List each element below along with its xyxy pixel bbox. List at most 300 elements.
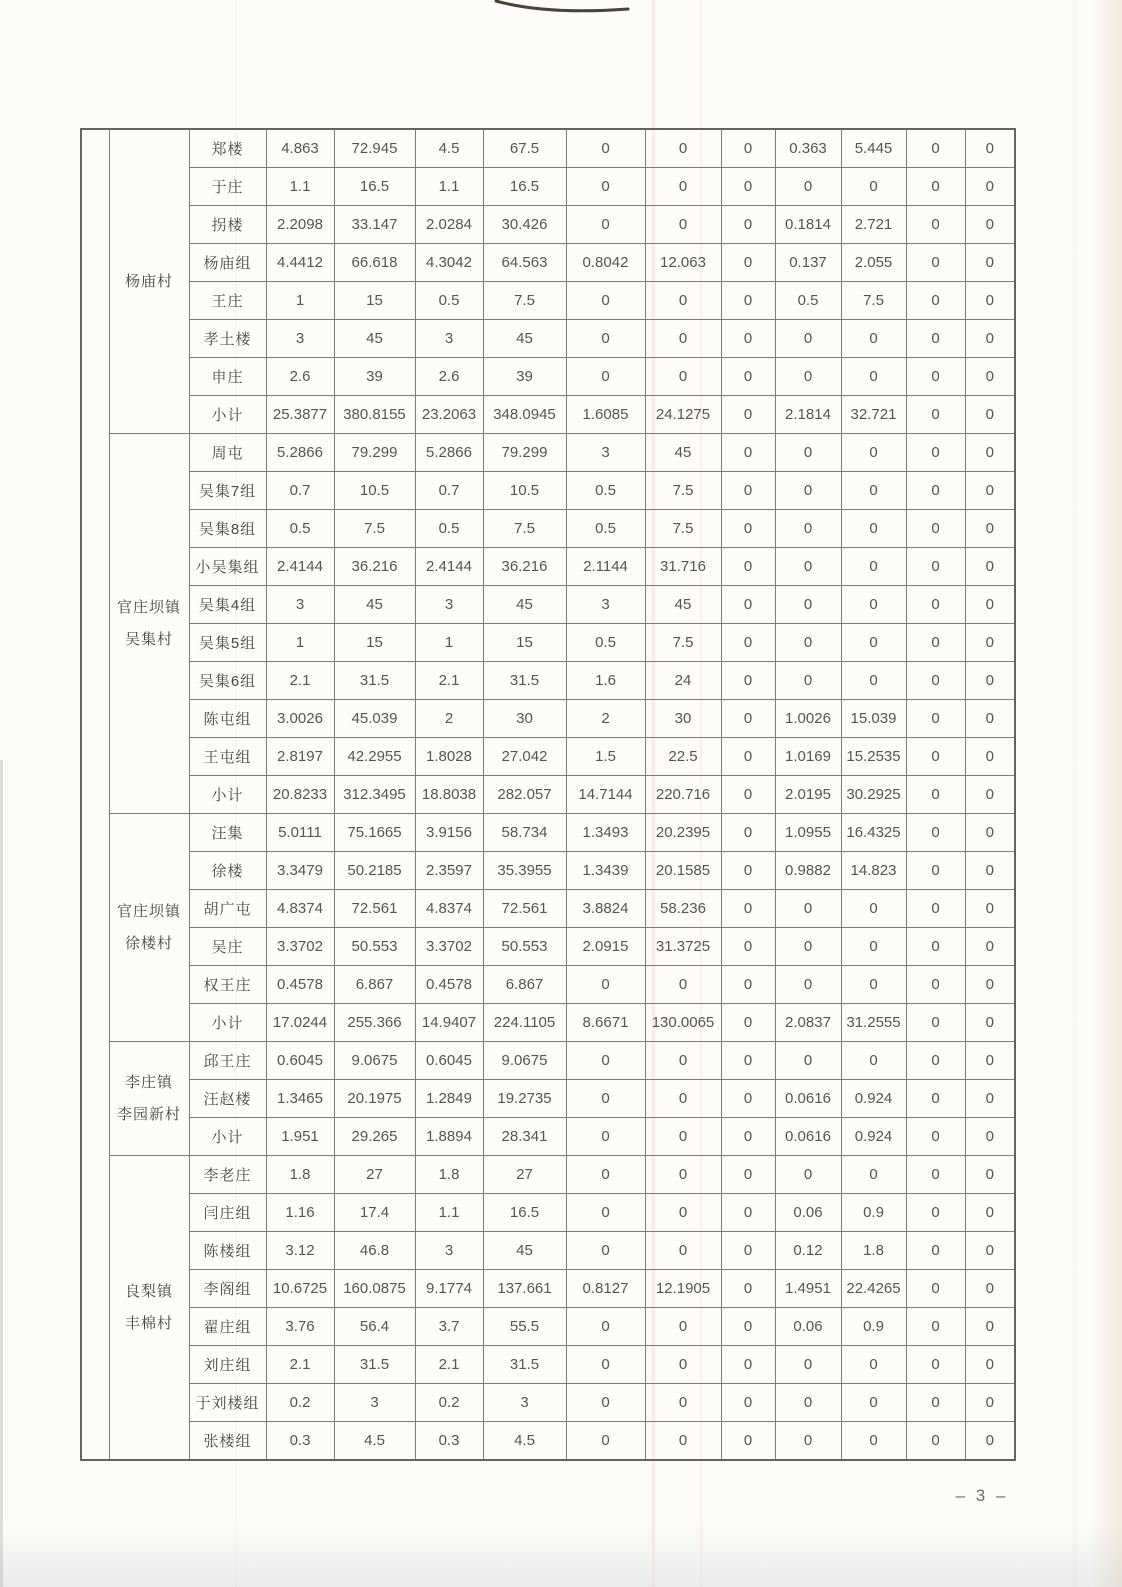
group-name-cell: 李阁组: [189, 1270, 266, 1308]
table-row: [81, 206, 1015, 244]
value-cell: 0: [566, 206, 645, 244]
value-cell: 16.4325: [841, 814, 906, 852]
table-row: [81, 966, 1015, 1004]
value-cell: 10.6725: [266, 1270, 334, 1308]
value-cell: 1.6: [566, 662, 645, 700]
value-cell: 0: [775, 434, 841, 472]
value-cell: 4.3042: [415, 244, 483, 282]
table-row: [81, 1346, 1015, 1384]
value-cell: 0: [965, 244, 1015, 282]
value-cell: 0.3: [415, 1422, 483, 1461]
value-cell: 5.2866: [415, 434, 483, 472]
value-cell: 0: [841, 168, 906, 206]
value-cell: 3.76: [266, 1308, 334, 1346]
value-cell: 72.561: [334, 890, 415, 928]
value-cell: 0.5: [415, 510, 483, 548]
value-cell: 2.1814: [775, 396, 841, 434]
value-cell: 45: [483, 586, 566, 624]
value-cell: 0: [721, 738, 775, 776]
value-cell: 75.1665: [334, 814, 415, 852]
value-cell: 0.2: [266, 1384, 334, 1422]
value-cell: 0.8127: [566, 1270, 645, 1308]
table-row: [81, 1422, 1015, 1461]
value-cell: 58.734: [483, 814, 566, 852]
value-cell: 0.2: [415, 1384, 483, 1422]
value-cell: 0.4578: [266, 966, 334, 1004]
value-cell: 0: [775, 1346, 841, 1384]
group-name-cell: 小吴集组: [189, 548, 266, 586]
value-cell: 0: [906, 434, 965, 472]
value-cell: 20.1975: [334, 1080, 415, 1118]
table-row: [81, 738, 1015, 776]
value-cell: 0: [645, 282, 721, 320]
value-cell: 380.8155: [334, 396, 415, 434]
group-name-cell: 李老庄: [189, 1156, 266, 1194]
value-cell: 24.1275: [645, 396, 721, 434]
value-cell: 0: [645, 1042, 721, 1080]
value-cell: 0: [645, 1156, 721, 1194]
value-cell: 0.363: [775, 129, 841, 168]
group-name-cell: 权王庄: [189, 966, 266, 1004]
value-cell: 42.2955: [334, 738, 415, 776]
value-cell: 2.0284: [415, 206, 483, 244]
value-cell: 0: [906, 738, 965, 776]
value-cell: 0.5: [566, 510, 645, 548]
value-cell: 14.9407: [415, 1004, 483, 1042]
group-name-cell: 陈屯组: [189, 700, 266, 738]
value-cell: 2.4144: [415, 548, 483, 586]
value-cell: 0: [775, 890, 841, 928]
value-cell: 3: [415, 586, 483, 624]
table-row: [81, 434, 1015, 472]
value-cell: 0: [906, 129, 965, 168]
value-cell: 15.2535: [841, 738, 906, 776]
value-cell: 19.2735: [483, 1080, 566, 1118]
value-cell: 30.2925: [841, 776, 906, 814]
value-cell: 1: [415, 624, 483, 662]
value-cell: 0: [965, 206, 1015, 244]
value-cell: 5.2866: [266, 434, 334, 472]
value-cell: 0: [645, 1422, 721, 1461]
value-cell: 17.0244: [266, 1004, 334, 1042]
town-village-label: 吴集村: [124, 630, 173, 648]
value-cell: 0: [566, 282, 645, 320]
value-cell: 130.0065: [645, 1004, 721, 1042]
value-cell: 0: [566, 1156, 645, 1194]
value-cell: 0: [906, 282, 965, 320]
value-cell: 0: [566, 1118, 645, 1156]
value-cell: 0: [906, 814, 965, 852]
land-statistics-table: [80, 128, 1016, 1461]
value-cell: 0: [906, 1080, 965, 1118]
value-cell: 160.0875: [334, 1270, 415, 1308]
value-cell: 15: [483, 624, 566, 662]
value-cell: 1.5: [566, 738, 645, 776]
value-cell: 4.5: [415, 129, 483, 168]
value-cell: 0: [566, 1384, 645, 1422]
value-cell: 2.721: [841, 206, 906, 244]
value-cell: 0: [721, 1118, 775, 1156]
value-cell: 0: [841, 890, 906, 928]
group-name-cell: 汪集: [189, 814, 266, 852]
value-cell: 0: [965, 1194, 1015, 1232]
value-cell: 0.6045: [415, 1042, 483, 1080]
value-cell: 0: [645, 1194, 721, 1232]
value-cell: 0: [721, 320, 775, 358]
value-cell: 0: [566, 168, 645, 206]
group-name-cell: 刘庄组: [189, 1346, 266, 1384]
value-cell: 0: [965, 1422, 1015, 1461]
group-name-cell: 汪赵楼: [189, 1080, 266, 1118]
value-cell: 0: [721, 1080, 775, 1118]
value-cell: 2.6: [266, 358, 334, 396]
value-cell: 1.8028: [415, 738, 483, 776]
value-cell: 31.5: [334, 1346, 415, 1384]
value-cell: 45: [645, 434, 721, 472]
table-row: [81, 700, 1015, 738]
value-cell: 0: [775, 1042, 841, 1080]
value-cell: 2.0195: [775, 776, 841, 814]
value-cell: 0: [906, 1004, 965, 1042]
value-cell: 1.1: [415, 168, 483, 206]
table-row: [81, 1118, 1015, 1156]
value-cell: 0: [965, 320, 1015, 358]
value-cell: 1.8: [415, 1156, 483, 1194]
value-cell: 0: [906, 890, 965, 928]
value-cell: 67.5: [483, 129, 566, 168]
table-row: [81, 928, 1015, 966]
table-row: [81, 1080, 1015, 1118]
value-cell: 0: [841, 1042, 906, 1080]
value-cell: 0: [965, 738, 1015, 776]
value-cell: 1: [266, 282, 334, 320]
value-cell: 27: [483, 1156, 566, 1194]
value-cell: 1.8: [266, 1156, 334, 1194]
town-village-cell: [109, 129, 189, 434]
group-name-cell: 张楼组: [189, 1422, 266, 1461]
value-cell: 3: [334, 1384, 415, 1422]
value-cell: 0: [645, 320, 721, 358]
value-cell: 137.661: [483, 1270, 566, 1308]
value-cell: 0: [645, 129, 721, 168]
value-cell: 8.6671: [566, 1004, 645, 1042]
table-row: [81, 1270, 1015, 1308]
value-cell: 0: [965, 966, 1015, 1004]
value-cell: 0.137: [775, 244, 841, 282]
group-name-cell: 吴集6组: [189, 662, 266, 700]
value-cell: 3: [415, 320, 483, 358]
value-cell: 72.945: [334, 129, 415, 168]
table-row: [81, 890, 1015, 928]
value-cell: 0: [965, 928, 1015, 966]
value-cell: 33.147: [334, 206, 415, 244]
value-cell: 45: [645, 586, 721, 624]
value-cell: 0: [965, 1080, 1015, 1118]
town-village-cell: [109, 814, 189, 1042]
value-cell: 36.216: [483, 548, 566, 586]
value-cell: 2.1144: [566, 548, 645, 586]
value-cell: 4.8374: [415, 890, 483, 928]
value-cell: 220.716: [645, 776, 721, 814]
value-cell: 64.563: [483, 244, 566, 282]
value-cell: 0: [775, 548, 841, 586]
value-cell: 1.3493: [566, 814, 645, 852]
value-cell: 0: [841, 1156, 906, 1194]
table-row: [81, 852, 1015, 890]
value-cell: 0: [906, 966, 965, 1004]
value-cell: 0: [906, 320, 965, 358]
town-village-label: 官庄坝镇: [116, 598, 181, 616]
value-cell: 4.8374: [266, 890, 334, 928]
group-name-cell: 拐楼: [189, 206, 266, 244]
value-cell: 0: [965, 472, 1015, 510]
value-cell: 0: [721, 472, 775, 510]
value-cell: 0.5: [566, 472, 645, 510]
value-cell: 30.426: [483, 206, 566, 244]
value-cell: 0: [566, 358, 645, 396]
value-cell: 0: [645, 1384, 721, 1422]
table-row: [81, 662, 1015, 700]
value-cell: 27: [334, 1156, 415, 1194]
value-cell: 0: [721, 700, 775, 738]
value-cell: 0: [906, 548, 965, 586]
value-cell: 79.299: [483, 434, 566, 472]
value-cell: 0: [965, 358, 1015, 396]
value-cell: 0: [965, 1308, 1015, 1346]
value-cell: 45.039: [334, 700, 415, 738]
value-cell: 1.951: [266, 1118, 334, 1156]
value-cell: 0: [721, 814, 775, 852]
value-cell: 0.0616: [775, 1080, 841, 1118]
group-name-cell: 王庄: [189, 282, 266, 320]
value-cell: 30: [483, 700, 566, 738]
value-cell: 32.721: [841, 396, 906, 434]
value-cell: 0: [965, 282, 1015, 320]
value-cell: 0: [965, 434, 1015, 472]
value-cell: 0: [721, 776, 775, 814]
value-cell: 0.4578: [415, 966, 483, 1004]
value-cell: 0: [965, 776, 1015, 814]
table-row: [81, 1156, 1015, 1194]
value-cell: 31.3725: [645, 928, 721, 966]
value-cell: 55.5: [483, 1308, 566, 1346]
value-cell: 0: [965, 1042, 1015, 1080]
table-row: [81, 282, 1015, 320]
value-cell: 0: [721, 282, 775, 320]
value-cell: 0: [721, 510, 775, 548]
value-cell: 2.1: [266, 1346, 334, 1384]
value-cell: 0: [775, 168, 841, 206]
value-cell: 0: [721, 1194, 775, 1232]
value-cell: 0: [775, 624, 841, 662]
value-cell: 1.0955: [775, 814, 841, 852]
paper-left-edge: [0, 760, 3, 1587]
value-cell: 12.063: [645, 244, 721, 282]
value-cell: 0: [721, 1004, 775, 1042]
value-cell: 3: [483, 1384, 566, 1422]
value-cell: 0: [906, 776, 965, 814]
group-name-cell: 陈楼组: [189, 1232, 266, 1270]
group-name-cell: 吴庄: [189, 928, 266, 966]
value-cell: 2.0915: [566, 928, 645, 966]
value-cell: 39: [334, 358, 415, 396]
value-cell: 0: [965, 1346, 1015, 1384]
value-cell: 3.12: [266, 1232, 334, 1270]
value-cell: 0: [965, 586, 1015, 624]
value-cell: 0: [721, 1042, 775, 1080]
value-cell: 0: [645, 1118, 721, 1156]
value-cell: 1.3465: [266, 1080, 334, 1118]
value-cell: 2.1: [415, 662, 483, 700]
value-cell: 0: [906, 1118, 965, 1156]
value-cell: 39: [483, 358, 566, 396]
value-cell: 0: [965, 890, 1015, 928]
value-cell: 0: [906, 928, 965, 966]
town-village-label: 李园新村: [116, 1105, 181, 1123]
value-cell: 45: [483, 320, 566, 358]
town-village-cell: [109, 434, 189, 814]
value-cell: 0: [906, 852, 965, 890]
page-number: – 3 –: [955, 1486, 1009, 1505]
group-name-cell: 胡广屯: [189, 890, 266, 928]
value-cell: 0: [775, 320, 841, 358]
value-cell: 0: [965, 1156, 1015, 1194]
value-cell: 0: [775, 1156, 841, 1194]
value-cell: 50.553: [334, 928, 415, 966]
value-cell: 0: [566, 1346, 645, 1384]
value-cell: 0.7: [266, 472, 334, 510]
value-cell: 0: [566, 320, 645, 358]
table-row: [81, 814, 1015, 852]
value-cell: 27.042: [483, 738, 566, 776]
value-cell: 2: [566, 700, 645, 738]
table-row: [81, 1042, 1015, 1080]
table-row: [81, 1004, 1015, 1042]
value-cell: 0: [965, 852, 1015, 890]
value-cell: 0: [721, 1156, 775, 1194]
value-cell: 3: [566, 586, 645, 624]
value-cell: 4.5: [334, 1422, 415, 1461]
value-cell: 3: [266, 586, 334, 624]
value-cell: 24: [645, 662, 721, 700]
value-cell: 0: [566, 1308, 645, 1346]
group-name-cell: 徐楼: [189, 852, 266, 890]
value-cell: 0: [965, 548, 1015, 586]
table-row: [81, 1232, 1015, 1270]
table-row: [81, 358, 1015, 396]
table-row: [81, 776, 1015, 814]
value-cell: 0: [841, 320, 906, 358]
value-cell: 0: [721, 586, 775, 624]
value-cell: 0: [775, 358, 841, 396]
value-cell: 31.2555: [841, 1004, 906, 1042]
value-cell: 0: [721, 206, 775, 244]
value-cell: 58.236: [645, 890, 721, 928]
value-cell: 0: [906, 1232, 965, 1270]
value-cell: 0: [721, 1308, 775, 1346]
value-cell: 50.553: [483, 928, 566, 966]
value-cell: 22.5: [645, 738, 721, 776]
value-cell: 30: [645, 700, 721, 738]
value-cell: 0: [645, 1232, 721, 1270]
value-cell: 0: [965, 700, 1015, 738]
value-cell: 0: [775, 966, 841, 1004]
value-cell: 0: [721, 434, 775, 472]
value-cell: 0: [721, 168, 775, 206]
group-name-cell: 小计: [189, 776, 266, 814]
value-cell: 0: [566, 1194, 645, 1232]
value-cell: 0: [906, 624, 965, 662]
value-cell: 15: [334, 624, 415, 662]
value-cell: 0.06: [775, 1194, 841, 1232]
value-cell: 1: [266, 624, 334, 662]
group-name-cell: 小计: [189, 396, 266, 434]
value-cell: 7.5: [645, 510, 721, 548]
group-name-cell: 王屯组: [189, 738, 266, 776]
value-cell: 0: [721, 662, 775, 700]
group-name-cell: 闫庄组: [189, 1194, 266, 1232]
value-cell: 17.4: [334, 1194, 415, 1232]
value-cell: 312.3495: [334, 776, 415, 814]
value-cell: 0: [965, 510, 1015, 548]
value-cell: 3.0026: [266, 700, 334, 738]
value-cell: 45: [334, 586, 415, 624]
value-cell: 255.366: [334, 1004, 415, 1042]
value-cell: 0: [721, 966, 775, 1004]
value-cell: 0: [721, 396, 775, 434]
value-cell: 66.618: [334, 244, 415, 282]
value-cell: 0.7: [415, 472, 483, 510]
value-cell: 0: [721, 1270, 775, 1308]
table-row: [81, 510, 1015, 548]
value-cell: 45: [483, 1232, 566, 1270]
value-cell: 0: [775, 472, 841, 510]
group-name-cell: 杨庙组: [189, 244, 266, 282]
value-cell: 45: [334, 320, 415, 358]
value-cell: 2.1: [266, 662, 334, 700]
value-cell: 0: [965, 1270, 1015, 1308]
value-cell: 0: [906, 1156, 965, 1194]
value-cell: 0: [841, 966, 906, 1004]
value-cell: 0: [645, 966, 721, 1004]
value-cell: 31.5: [483, 1346, 566, 1384]
value-cell: 0: [906, 168, 965, 206]
value-cell: 0: [721, 1422, 775, 1461]
value-cell: 0: [721, 358, 775, 396]
value-cell: 0: [906, 1270, 965, 1308]
value-cell: 1.0026: [775, 700, 841, 738]
town-village-label: 良梨镇: [124, 1282, 173, 1300]
value-cell: 6.867: [334, 966, 415, 1004]
value-cell: 0: [965, 1232, 1015, 1270]
value-cell: 0: [906, 1042, 965, 1080]
town-village-label: 官庄坝镇: [116, 902, 181, 920]
value-cell: 1.6085: [566, 396, 645, 434]
value-cell: 3: [415, 1232, 483, 1270]
paper-right-edge: [1092, 0, 1122, 1587]
value-cell: 31.5: [334, 662, 415, 700]
town-village-cell: [109, 1042, 189, 1156]
value-cell: 0: [775, 510, 841, 548]
group-name-cell: 周屯: [189, 434, 266, 472]
value-cell: 16.5: [334, 168, 415, 206]
value-cell: 3.8824: [566, 890, 645, 928]
value-cell: 0: [841, 358, 906, 396]
value-cell: 1.16: [266, 1194, 334, 1232]
value-cell: 10.5: [334, 472, 415, 510]
value-cell: 12.1905: [645, 1270, 721, 1308]
value-cell: 1.3439: [566, 852, 645, 890]
